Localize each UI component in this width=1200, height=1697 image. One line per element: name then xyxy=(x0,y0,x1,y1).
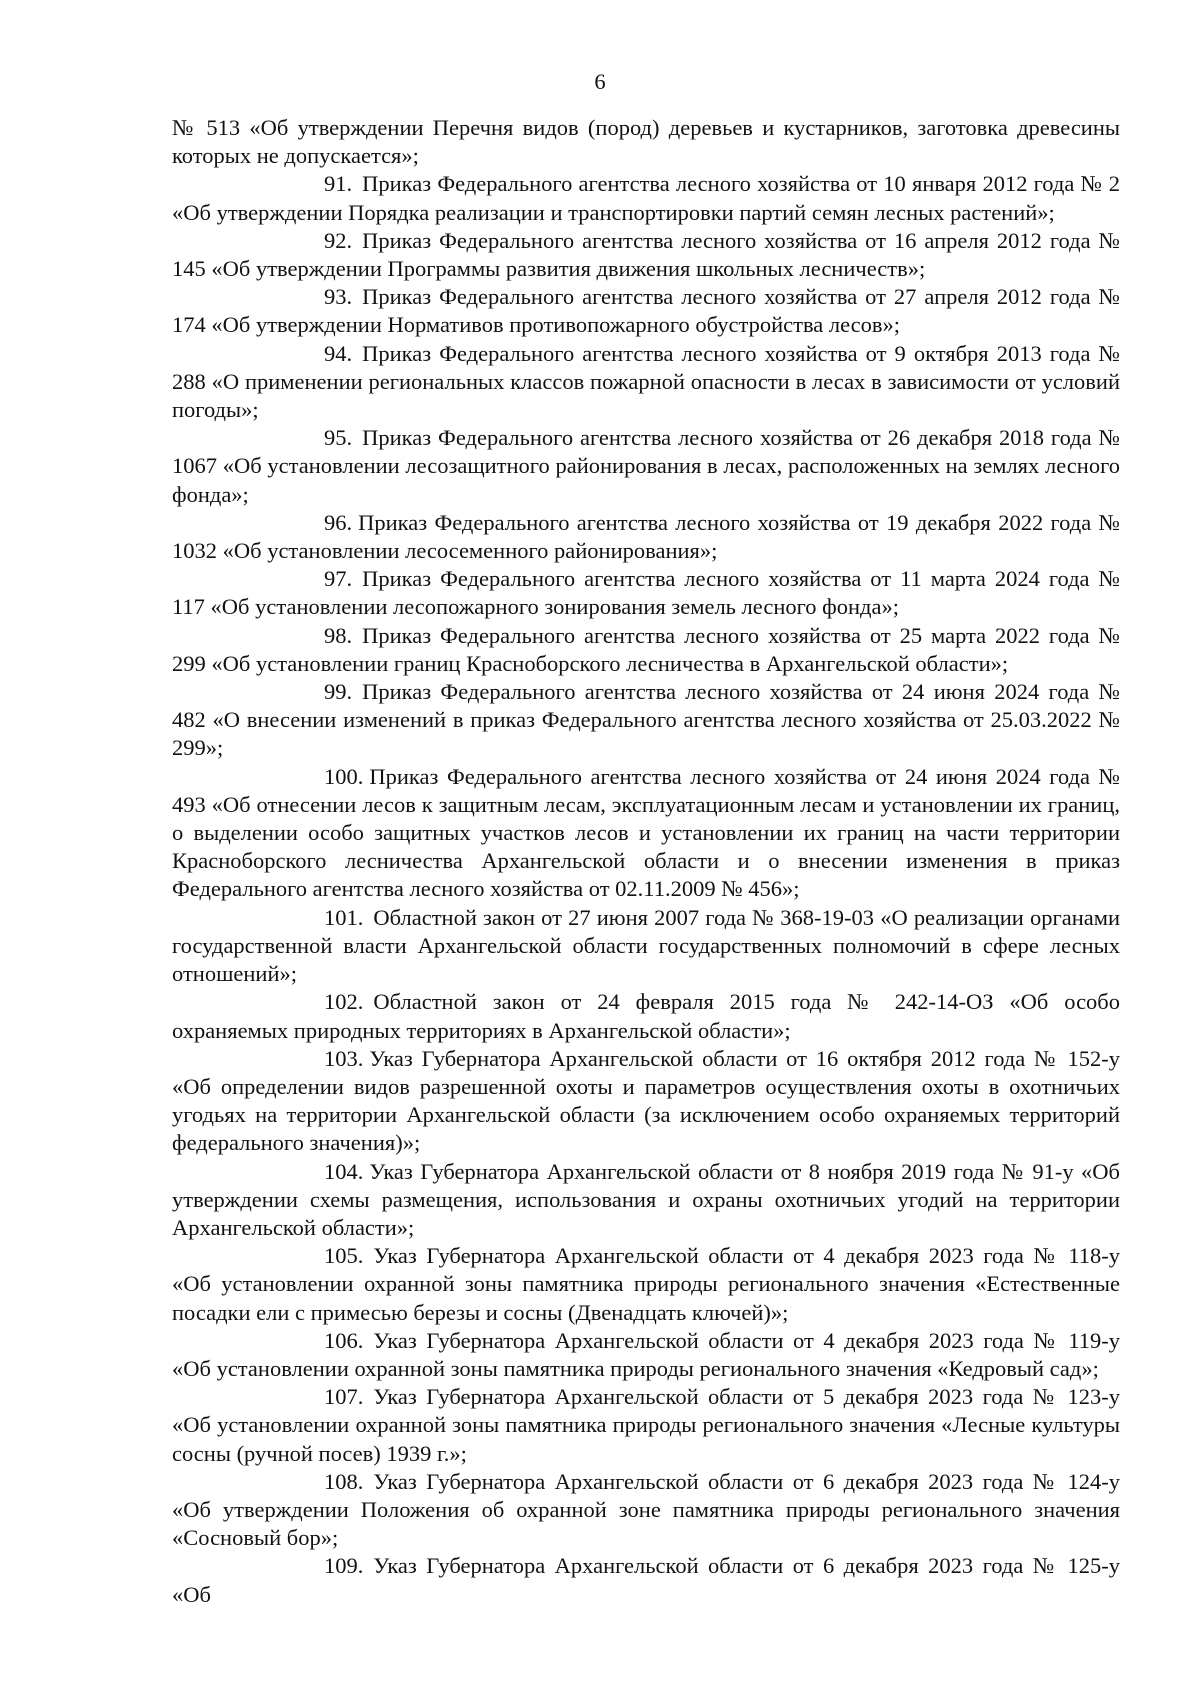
item-number: 104. xyxy=(324,1158,364,1184)
item-number: 108. xyxy=(324,1468,364,1494)
list-item-105 xyxy=(172,1242,1120,1327)
item-number: 102. xyxy=(324,989,364,1015)
item-text: Приказ Федерального агентства лесного хозяйства от 25 марта 2022 года № 299 «Об установлении границ Красноборского лесничества в Архангельской области»; xyxy=(172,622,1120,676)
list-item-103 xyxy=(172,1045,1120,1158)
list-item-106 xyxy=(172,1327,1120,1383)
list-item-97 xyxy=(172,565,1120,621)
item-text: Приказ Федерального агентства лесного хозяйства от 11 марта 2024 года № 117 «Об установлении лесопожарного зонирования земель лесного фонда»; xyxy=(172,566,1120,620)
item-number: 109. xyxy=(324,1553,364,1579)
item-text: Приказ Федерального агентства лесного хозяйства от 26 декабря 2018 года № 1067 «Об установлении лесозащитного районирования в лесах, расположенных на землях лесного фонда»; xyxy=(172,425,1120,507)
item-number: 101. xyxy=(324,904,364,930)
list-item-104 xyxy=(172,1158,1120,1243)
list-item-95 xyxy=(172,424,1120,509)
item-number: 91. xyxy=(324,171,353,197)
list-item-107 xyxy=(172,1383,1120,1468)
item-number: 97. xyxy=(324,566,353,592)
list-item-102 xyxy=(172,988,1120,1044)
document-body xyxy=(172,114,1120,1609)
item-text: Приказ Федерального агентства лесного хозяйства от 27 апреля 2012 года № 174 «Об утверждении Нормативов противопожарного обустройства лесов»; xyxy=(172,284,1120,338)
list-item-101 xyxy=(172,904,1120,989)
item-text: Указ Губернатора Архангельской области от 4 декабря 2023 года № 119-у «Об установлении охранной зоны памятника природы регионального значения «Кедровый сад»; xyxy=(172,1327,1120,1381)
item-text: Указ Губернатора Архангельской области от 16 октября 2012 года № 152-у «Об определении видов разрешенной охоты и параметров осуществления охоты в охотничьих угодьях на территории Архангельской области (за исключением особо охраняемых территорий федерального значения)»; xyxy=(172,1045,1120,1156)
list-item-93 xyxy=(172,283,1120,339)
list-item-91 xyxy=(172,170,1120,226)
list-item-94 xyxy=(172,340,1120,425)
item-text: Приказ Федерального агентства лесного хозяйства от 19 декабря 2022 года № 1032 «Об установлении лесосеменного районирования»; xyxy=(172,509,1120,564)
item-number: 96. xyxy=(324,509,353,535)
item-number: 105. xyxy=(324,1243,364,1269)
intro-paragraph: № 513 «Об утверждении Перечня видов (пород) деревьев и кустарников, заготовка древесины которых не допускается»; xyxy=(172,115,1120,169)
list-item-96 xyxy=(172,509,1120,565)
item-number: 98. xyxy=(324,622,353,648)
item-number: 92. xyxy=(324,227,353,253)
item-number: 107. xyxy=(324,1384,364,1410)
item-number: 106. xyxy=(324,1327,364,1353)
item-text: Приказ Федерального агентства лесного хозяйства от 9 октября 2013 года № 288 «О применении региональных классов пожарной опасности в лесах в зависимости от условий погоды»; xyxy=(172,340,1120,423)
item-number: 94. xyxy=(324,340,353,366)
item-number: 95. xyxy=(324,425,353,451)
list-item-108 xyxy=(172,1468,1120,1553)
item-number: 100. xyxy=(324,763,364,789)
list-item-99 xyxy=(172,678,1120,763)
item-text: Приказ Федерального агентства лесного хозяйства от 24 июня 2024 года № 482 «О внесении изменений в приказ Федерального агентства лесного хозяйства от 25.03.2022 № 299»; xyxy=(172,679,1120,761)
page-number: 6 xyxy=(594,69,606,94)
item-number: 99. xyxy=(324,679,353,705)
item-text: Приказ Федерального агентства лесного хозяйства от 16 апреля 2012 года № 145 «Об утверждении Программы развития движения школьных лесничеств»; xyxy=(172,227,1120,282)
item-text: Указ Губернатора Архангельской области от 6 декабря 2023 года № 124-у «Об утверждении Положения об охранной зоне памятника природы регионального значения «Сосновый бор»; xyxy=(172,1468,1120,1551)
item-number: 103. xyxy=(324,1045,364,1071)
item-text: Областной закон от 24 февраля 2015 года № 242-14-ОЗ «Об особо охраняемых природных территориях в Архангельской области»; xyxy=(172,989,1120,1043)
item-number: 93. xyxy=(324,284,353,310)
item-text: Приказ Федерального агентства лесного хозяйства от 24 июня 2024 года № 493 «Об отнесении лесов к защитным лесам, эксплуатационным лесам и установлении их границ, о выделении особо защитных участков лесов и установлении их границ на части территории Красноборского лесничества Архангельской области и о внесении изменения в приказ Федерального агентства лесного хозяйства от 02.11.2009 № 456»; xyxy=(172,763,1120,902)
item-text: Областной закон от 27 июня 2007 года № 368-19-03 «О реализации органами государственной власти Архангельской области государственных полномочий в сфере лесных отношений»; xyxy=(172,904,1120,987)
list-item-92 xyxy=(172,227,1120,283)
item-text: Указ Губернатора Архангельской области от 8 ноября 2019 года № 91-у «Об утверждении схемы размещения, использования и охраны охотничьих угодий на территории Архангельской области»; xyxy=(172,1158,1120,1240)
item-text: Приказ Федерального агентства лесного хозяйства от 10 января 2012 года № 2 «Об утверждении Порядка реализации и транспортировки партий семян лесных растений»; xyxy=(172,171,1120,225)
item-text: Указ Губернатора Архангельской области от 4 декабря 2023 года № 118-у «Об установлении охранной зоны памятника природы регионального значения «Естественные посадки ели с примесью березы и сосны (Двенадцать ключей)»; xyxy=(172,1243,1120,1325)
item-text: Указ Губернатора Архангельской области от 6 декабря 2023 года № 125-у «Об xyxy=(172,1553,1120,1607)
item-text: Указ Губернатора Архангельской области от 5 декабря 2023 года № 123-у «Об установлении охранной зоны памятника природы регионального значения «Лесные культуры сосны (ручной посев) 1939 г.»; xyxy=(172,1384,1120,1466)
list-item-100 xyxy=(172,763,1120,904)
list-item-109 xyxy=(172,1552,1120,1608)
list-item-98 xyxy=(172,622,1120,678)
